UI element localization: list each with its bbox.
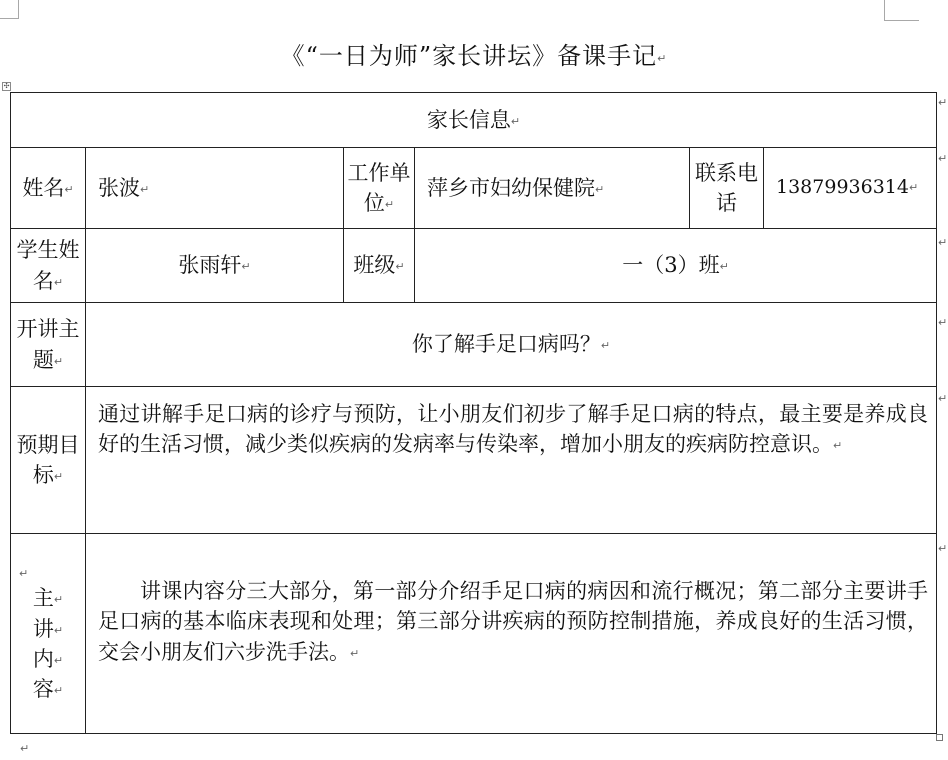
- topic-row: [11, 303, 937, 387]
- content-label: ↵ 主↵ 讲↵ 内↵ 容↵: [11, 534, 86, 734]
- row-end-mark: ↵: [938, 236, 948, 249]
- class-value[interactable]: 一（3）班↵: [415, 229, 937, 303]
- parent-row: [11, 148, 937, 229]
- trailing-paragraph-mark: ↵: [20, 742, 30, 755]
- goal-row: [11, 387, 937, 534]
- row-end-mark: ↵: [938, 316, 948, 329]
- page-corner-top-right: [884, 0, 919, 21]
- row-end-mark: ↵: [938, 542, 948, 555]
- work-unit-value[interactable]: 萍乡市妇幼保健院↵: [415, 148, 690, 229]
- row-end-mark: ↵: [938, 96, 948, 109]
- table-move-handle-icon[interactable]: ✣: [3, 82, 10, 90]
- content-value[interactable]: 讲课内容分三大部分，第一部分介绍手足口病的病因和流行概况；第二部分主要讲手足口病的基本临床表现和处理；第三部分讲疾病的预防控制措施，养成良好的生活习惯，交会小朋友们六步洗手法。↵: [86, 534, 937, 734]
- phone-label: 联系电话: [690, 148, 764, 229]
- header-row: [11, 93, 937, 148]
- name-value[interactable]: 张波↵: [86, 148, 344, 229]
- content-label-char: 容↵: [32, 677, 64, 702]
- content-row: [11, 534, 937, 734]
- table-resize-handle[interactable]: [936, 734, 943, 741]
- goal-label: 预期目标↵: [11, 387, 86, 534]
- phone-value[interactable]: 13879936314↵: [764, 148, 937, 229]
- work-unit-label: 工作单位↵: [344, 148, 415, 229]
- class-label: 班级↵: [344, 229, 415, 303]
- document-title: 《“一日为师”家长讲坛》备课手记↵: [280, 42, 668, 70]
- topic-value[interactable]: 你了解手足口病吗？↵: [86, 303, 937, 387]
- student-name-label: 学生姓名↵: [11, 229, 86, 303]
- paragraph-mark: ↵: [657, 52, 668, 65]
- student-row: [11, 229, 937, 303]
- content-label-char: 主↵: [32, 586, 64, 611]
- student-name-value[interactable]: 张雨轩↵: [86, 229, 344, 303]
- content-label-char: 讲↵: [32, 616, 64, 641]
- lesson-prep-table: [10, 92, 937, 734]
- content-label-char: 内↵: [32, 647, 64, 671]
- parent-info-header: 家长信息↵: [11, 93, 937, 148]
- topic-label: 开讲主题↵: [11, 303, 86, 387]
- row-end-mark: ↵: [938, 392, 948, 405]
- row-end-mark: ↵: [938, 152, 948, 165]
- goal-value[interactable]: 通过讲解手足口病的诊疗与预防，让小朋友们初步了解手足口病的特点，最主要是养成良好的生活习惯，减少类似疾病的发病率与传染率，增加小朋友的疾病防控意识。↵: [86, 387, 937, 534]
- name-label: 姓名↵: [11, 148, 86, 229]
- page-corner-top-left: [0, 0, 19, 19]
